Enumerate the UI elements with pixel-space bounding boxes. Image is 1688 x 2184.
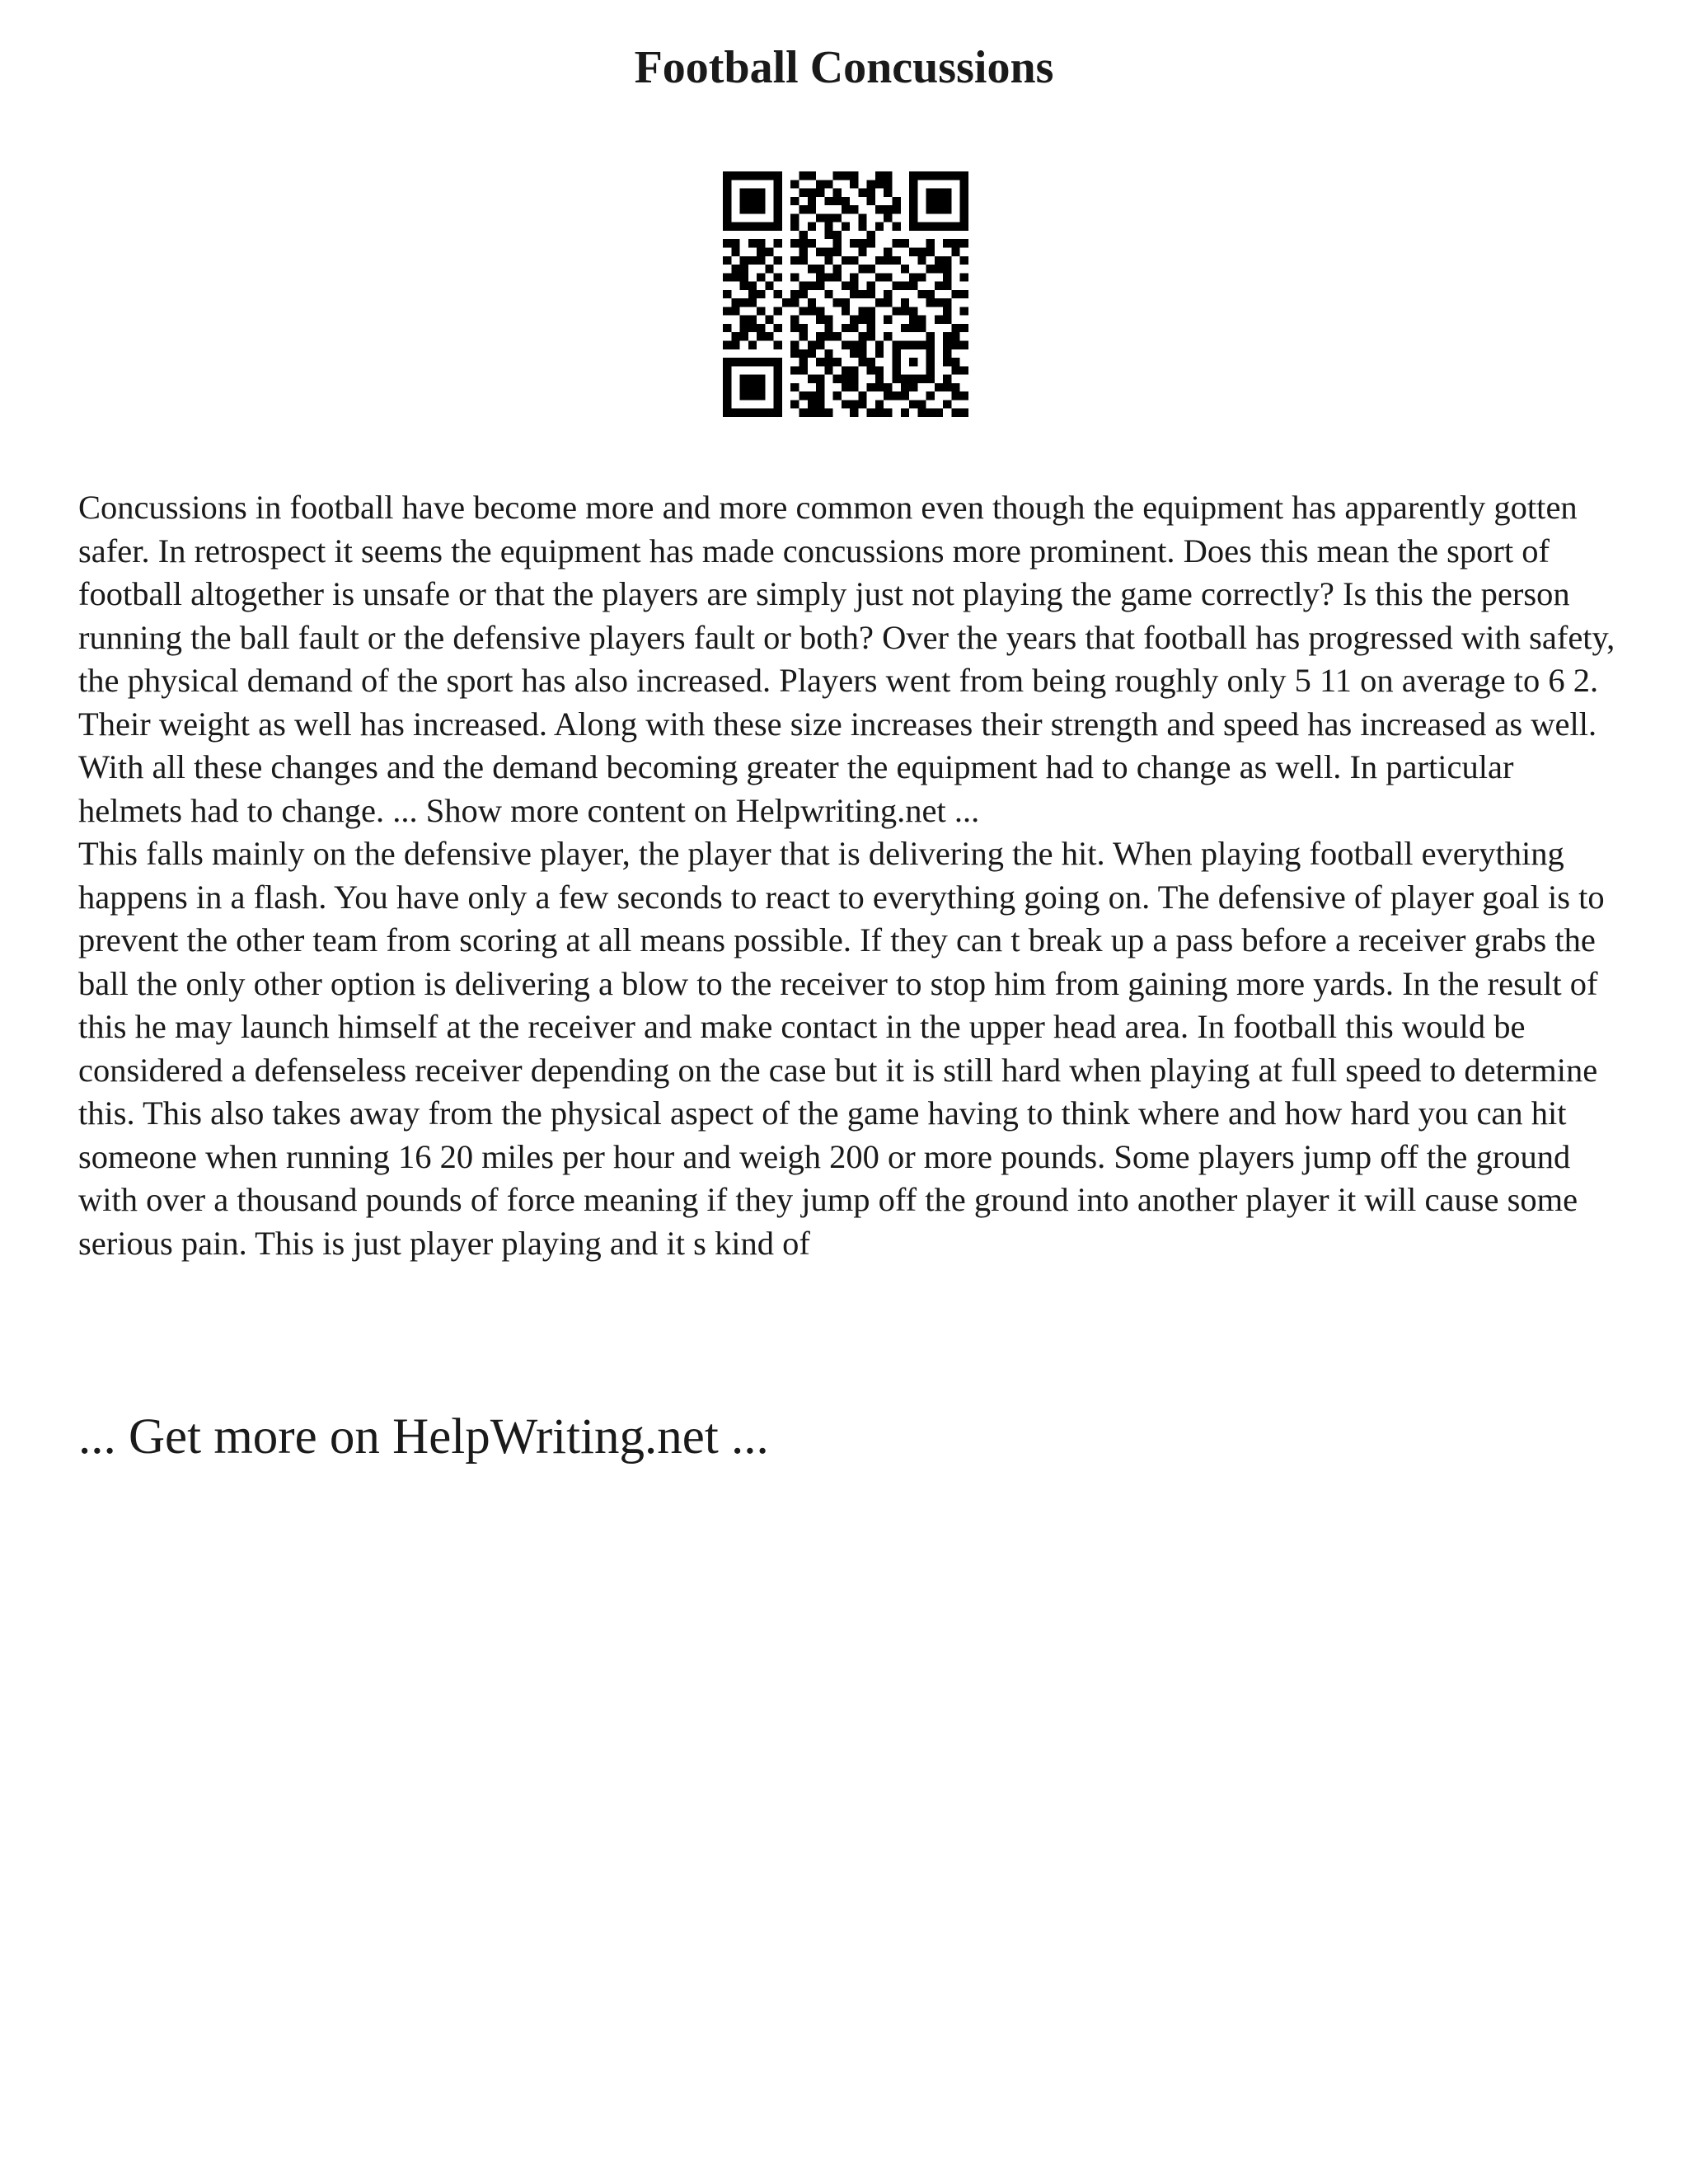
paragraph-1: Concussions in football have become more and more common even though the equipment has apparently gotten safer. In retrospect it seems the equipment has made concussions more prominent. Does this mean the sport of football altogether is unsafe or that the players are simply just not playing the game correctly? Is this the person running the ball fault or the defensive players fault or both? Over the years that football has progressed with safety, the physical demand of the sport has also increased. Players went from being roughly only 5 11 on average to 6 2. Their weight as well has increased. Along with these size increases their strength and speed has increased as well. With all these changes and the demand becoming greater the equipment had to change as well. In particular helmets had to change. ... Show more content on Helpwriting.net ... <box>78 489 1615 829</box>
body-text <box>78 486 1620 1265</box>
paragraph-2: This falls mainly on the defensive player, the player that is delivering the hit. When playing football everything happens in a flash. You have only a few seconds to react to everything going on. The defensive of player goal is to prevent the other team from scoring at all means possible. If they can t break up a pass before a receiver grabs the ball the only other option is delivering a blow to the receiver to stop him from gaining more yards. In the result of this he may launch himself at the receiver and make contact in the upper head area. In football this would be considered a defenseless receiver depending on the case but it is still hard when playing at full speed to determine this. This also takes away from the physical aspect of the game having to think where and how hard you can hit someone when running 16 20 miles per hour and weigh 200 or more pounds. Some players jump off the ground with over a thousand pounds of force meaning if they jump off the ground into another player it will cause some serious pain. This is just player playing and it s kind of <box>78 835 1605 1262</box>
qr-code-icon <box>723 171 968 417</box>
page-title: Football Concussions <box>634 42 1054 93</box>
get-more-link[interactable]: ... Get more on HelpWriting.net ... <box>78 1409 769 1465</box>
